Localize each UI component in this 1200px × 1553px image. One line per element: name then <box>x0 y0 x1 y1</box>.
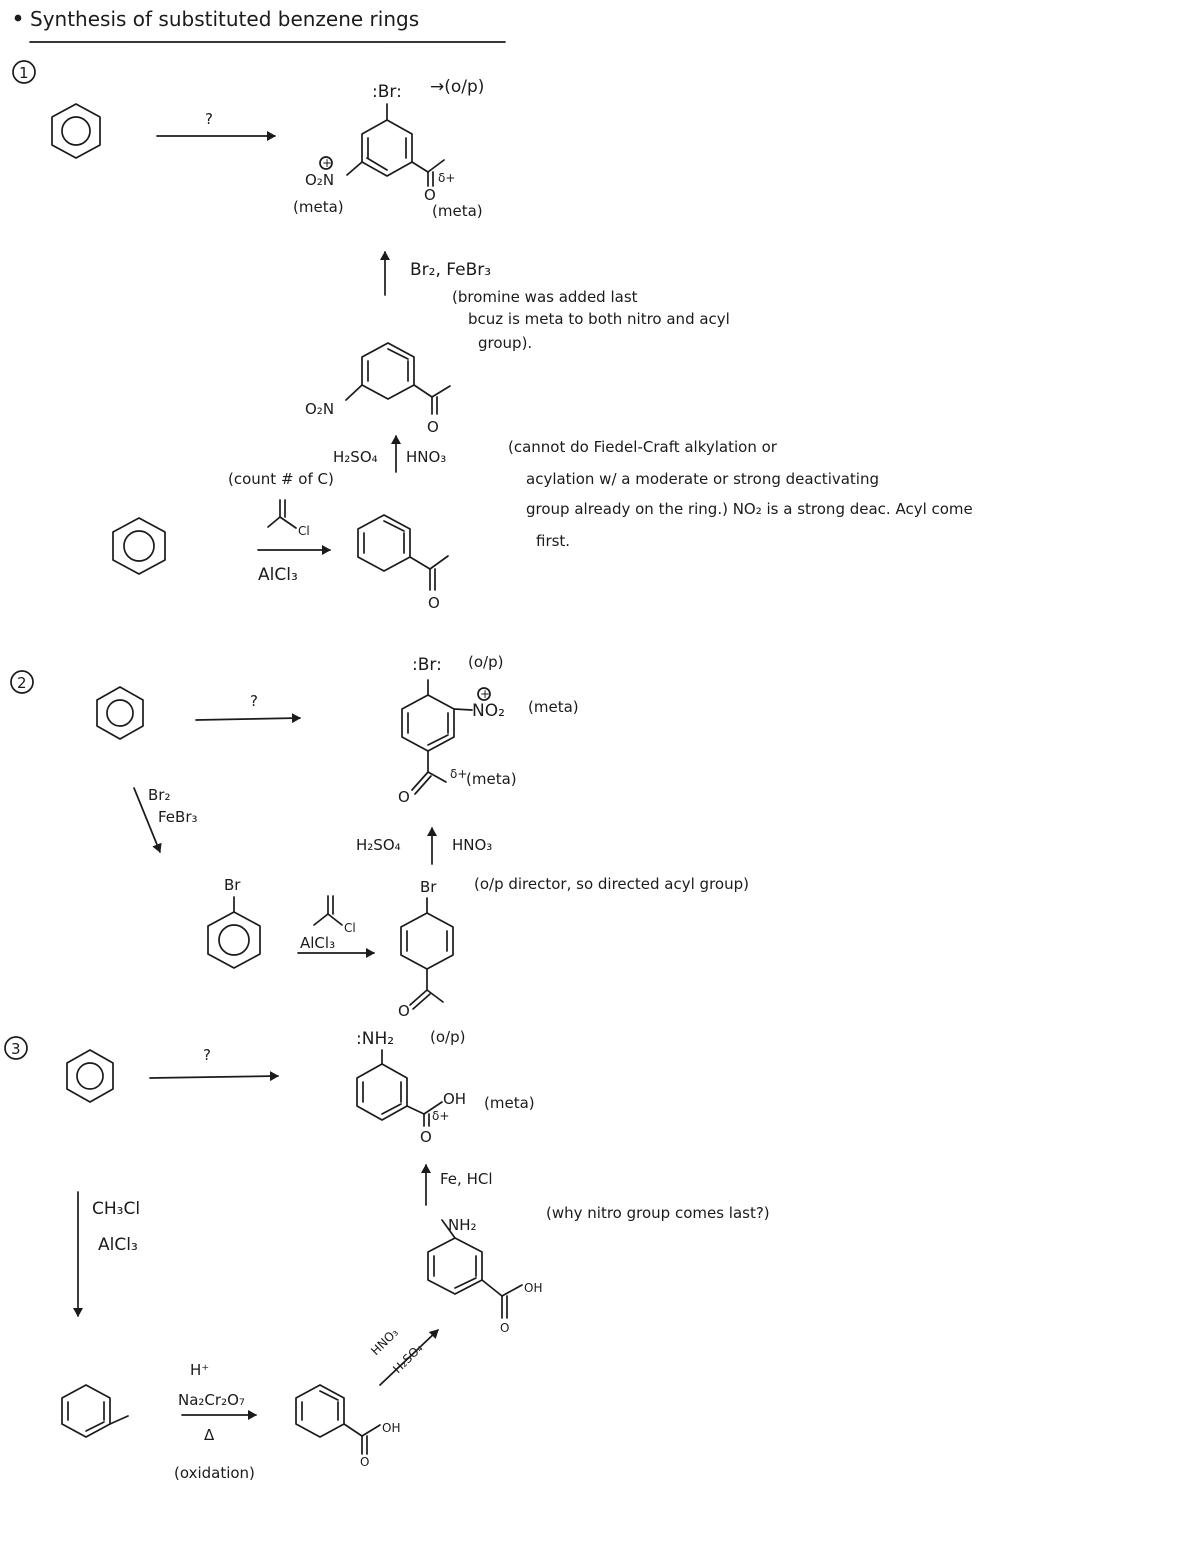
problem1-benzene-2 <box>113 518 165 574</box>
problem3-target-acid-partial: δ+ <box>432 1109 450 1123</box>
problem3-main-arrow <box>150 1076 278 1078</box>
problem2-target-acyl-o: O <box>398 788 410 806</box>
problem1-bromination-reagents: Br₂, FeBr₃ <box>410 260 492 280</box>
problem3-nitration-hno3: HNO₃ <box>368 1325 401 1359</box>
problem1-note-line-3: group already on the ring.) NO₂ is a strong deac. Acyl come <box>526 500 973 518</box>
problem2-intermediate-molecule <box>401 898 453 1009</box>
problem1-intermediate-molecule <box>346 343 450 414</box>
problem2-intermediate-acyl-o: O <box>398 1002 410 1020</box>
problem1-target-no2-director: (meta) <box>293 198 344 216</box>
problem2-target-br-director: (o/p) <box>468 653 504 671</box>
problem1-bromination-note-2: bcuz is meta to both nitro and acyl <box>468 310 730 328</box>
problem2-target-br: :Br: <box>412 655 442 675</box>
problem2-question-mark: ? <box>250 692 258 710</box>
problem2-main-arrow <box>196 718 300 720</box>
problem3-note: (why nitro group comes last?) <box>546 1204 770 1222</box>
problem3-intermediate-acid-oh: OH <box>524 1281 543 1295</box>
problem3-number: 3 <box>11 1040 21 1058</box>
problem1-acylation-catalyst: AlCl₃ <box>258 565 298 585</box>
problem3-benzoic-acid-o: O <box>360 1455 370 1469</box>
problem2-intermediate-br: Br <box>420 878 437 896</box>
problem2-target-acyl-partial: δ+ <box>450 767 468 781</box>
problem3-target-acid-o: O <box>420 1128 432 1146</box>
problem3-benzoic-acid <box>296 1385 380 1454</box>
problem1-nitration-h2so4: H₂SO₄ <box>333 448 378 466</box>
problem3-oxidation-heat: Δ <box>204 1426 215 1444</box>
problem2-acyl-chloride <box>314 896 342 925</box>
page-title: Synthesis of substituted benzene rings <box>30 7 420 31</box>
problem1-nitration-hno3: HNO₃ <box>406 448 447 466</box>
bullet-dot <box>16 16 21 21</box>
problem1-target-molecule <box>347 104 444 186</box>
problem3-start-benzene <box>67 1050 113 1102</box>
problem1-target-no2: O₂N <box>305 171 335 189</box>
problem1-count-note: (count # of C) <box>228 470 334 488</box>
problem1-number: 1 <box>19 64 29 82</box>
problem1-acyl-chloride-cl: Cl <box>298 524 310 538</box>
problem1-intermediate-no2: O₂N <box>305 400 335 418</box>
problem2-nitration-h2so4: H₂SO₄ <box>356 836 401 854</box>
problem1-start-benzene <box>52 104 100 158</box>
problem1-intermediate-acyl-o: O <box>427 418 439 436</box>
problem1-target-acyl-o: O <box>424 186 436 204</box>
problem1-target-br-director: →(o/p) <box>430 77 485 97</box>
problem3-reduction-reagents: Fe, HCl <box>440 1170 493 1188</box>
problem1-acyl-chloride <box>268 500 296 528</box>
problem2-bromobenzene-br: Br <box>224 876 241 894</box>
problem3-oxidation-label: (oxidation) <box>174 1464 255 1482</box>
problem1-acetophenone <box>358 515 448 590</box>
problem1-bromination-note-3: group). <box>478 334 533 352</box>
problem3-alkylation-catalyst: AlCl₃ <box>98 1235 138 1255</box>
problem1-note-line-4: first. <box>536 532 571 550</box>
problem3-question-mark: ? <box>203 1046 211 1064</box>
problem3-oxidation-acid: H⁺ <box>190 1361 210 1379</box>
problem2-target-no2: NO₂ <box>472 701 505 721</box>
problem3-target-molecule <box>357 1050 442 1126</box>
problem3-toluene <box>62 1385 128 1437</box>
problem3-benzoic-acid-oh: OH <box>382 1421 401 1435</box>
problem1-target-br: :Br: <box>372 82 402 102</box>
problem3-target-acid-oh: OH <box>443 1090 467 1108</box>
problem2-bromination-br2: Br₂ <box>148 786 171 804</box>
problem1-note-line-1: (cannot do Fiedel-Craft alkylation or <box>508 438 777 456</box>
problem2-acyl-chloride-cl: Cl <box>344 921 356 935</box>
problem2-nitration-hno3: HNO₃ <box>452 836 493 854</box>
problem2-target-no2-director: (meta) <box>528 698 579 716</box>
problem2-intermediate-note: (o/p director, so directed acyl group) <box>474 875 749 893</box>
problem3-oxidation-oxidant: Na₂Cr₂O₇ <box>178 1391 245 1409</box>
problem2-start-benzene <box>97 687 143 739</box>
problem1-bromination-note-1: (bromine was added last <box>452 288 638 306</box>
problem2-acylation-catalyst: AlCl₃ <box>300 934 336 952</box>
problem3-nitration-h2so4: H₂SO₄ <box>390 1340 426 1377</box>
problem3-target-nh2: :NH₂ <box>356 1029 395 1049</box>
problem2-target-acyl-director: (meta) <box>466 770 517 788</box>
problem3-intermediate-nh2: NH₂ <box>448 1216 477 1234</box>
problem1-target-acyl-director: (meta) <box>432 202 483 220</box>
problem1-note-line-2: acylation w/ a moderate or strong deactivating <box>526 470 880 488</box>
problem3-intermediate-acid-o: O <box>500 1321 510 1335</box>
problem1-target-no2-charge: + <box>322 156 333 170</box>
problem1-question-mark: ? <box>205 110 213 128</box>
problem3-alkylation-reagent: CH₃Cl <box>92 1199 141 1219</box>
problem3-intermediate-molecule <box>428 1220 522 1318</box>
problem3-target-nh2-director: (o/p) <box>430 1028 466 1046</box>
problem1-target-acyl-partial: δ+ <box>438 171 456 185</box>
problem2-bromobenzene <box>208 897 260 968</box>
problem2-number: 2 <box>17 674 27 692</box>
problem2-target-no2-charge: + <box>480 687 491 701</box>
problem3-target-acid-director: (meta) <box>484 1094 535 1112</box>
problem2-bromination-febr3: FeBr₃ <box>158 808 198 826</box>
problem1-acetophenone-o: O <box>428 594 440 612</box>
